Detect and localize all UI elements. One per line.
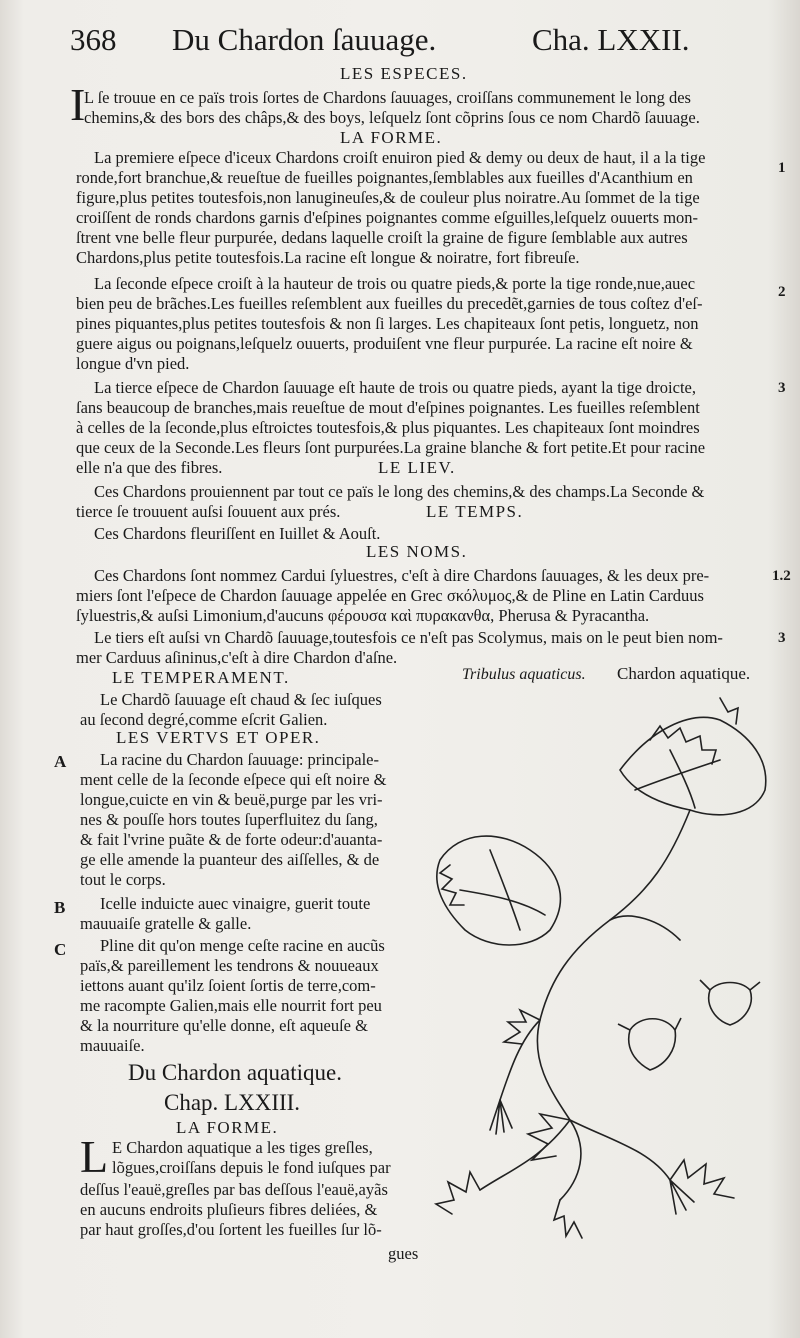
text-line: Ces Chardons fleuriſſent en Iuillet & Aouſt. bbox=[94, 524, 381, 543]
chapter-title: Du Chardon aquatique. bbox=[128, 1060, 342, 1085]
margin-letter: C bbox=[54, 940, 67, 959]
seed-pods bbox=[618, 980, 760, 1070]
text-line: ſyluestris,& auſsi Limonium,d'aucuns φέρουσα καὶ πυρακανθα, Pherusa & Pyracantha. bbox=[76, 606, 650, 625]
margin-letter: A bbox=[54, 752, 67, 771]
text-line: que ceux de la Seconde.Les fleurs ſont purpurées.La graine blanche & fort petite.Et pour racine bbox=[76, 438, 706, 457]
heading-temps: LE TEMPS. bbox=[426, 502, 524, 521]
text-line: Icelle induicte auec vinaigre, guerit toute bbox=[100, 894, 371, 913]
text-line: au ſecond degré,comme eſcrit Galien. bbox=[80, 710, 328, 729]
heading-especes: LES ESPECES. bbox=[340, 64, 468, 83]
plant-leaf bbox=[437, 836, 561, 945]
text-line: Ces Chardons prouiennent par tout ce païs le long des chemins,& des champs.La Seconde & bbox=[94, 482, 705, 501]
text-line: Pline dit qu'on menge ceſte racine en aucũs bbox=[100, 936, 385, 955]
margin-mark: 1 bbox=[778, 160, 786, 176]
text-line: Chardons,plus petite toutesfois.La racine eſt longue & noiratre, fort fibreuſe. bbox=[76, 248, 580, 267]
chapter-number: Cha. LXXII. bbox=[532, 22, 690, 57]
text-line: mauuaiſe. bbox=[80, 1036, 145, 1055]
text-line: mauuaiſe gratelle & galle. bbox=[80, 914, 252, 933]
running-title: Du Chardon ſauuage. bbox=[172, 22, 437, 57]
text-line: ſans beaucoup de branches,mais reueſtue de mout d'eſpines poignantes. Les fueilles reſemblent bbox=[76, 398, 700, 417]
margin-mark: 3 bbox=[778, 630, 786, 646]
text-line: lõgues,croiſſans depuis le fond iuſques par bbox=[112, 1158, 391, 1177]
seed-pod bbox=[629, 1019, 676, 1070]
text-line: à celles de la ſeconde,plus eſtroictes toutesfois,& plus piquantes. Les chapiteaux ſont moindres bbox=[76, 418, 700, 437]
text-line: La premiere eſpece d'iceux Chardons croiſt enuiron pied & demy ou deux de haut, il a la tige bbox=[94, 148, 706, 167]
text-line: pines piquantes,plus petites toutesfois & non ſi larges. Les chapiteaux ſont petis, longuetz, non bbox=[76, 314, 699, 333]
text-line: La tierce eſpece de Chardon ſauuage eſt haute de trois ou quatre pieds, ayant la tige droicte, bbox=[94, 378, 696, 397]
chapter-number-73: Chap. LXXIII. bbox=[164, 1090, 301, 1115]
text-line: Le Chardõ ſauuage eſt chaud & ſec iuſques bbox=[100, 690, 382, 709]
page-number: 368 bbox=[70, 22, 117, 57]
heading-forme: LA FORME. bbox=[340, 128, 443, 147]
running-header bbox=[70, 22, 780, 62]
text-line: Ces Chardons ſont nommez Cardui ſyluestres, c'eſt à dire Chardons ſauuages, & les deux pre- bbox=[94, 566, 710, 585]
text-line: La ſeconde eſpece croiſt à la hauteur de trois ou quatre pieds,& porte la tige ronde,nue,auec bbox=[94, 274, 696, 293]
text-line: chemins,& des bors des châps,& des boys, leſquelz ſont cõprins ſous ce nom Chardõ ſauuage. bbox=[84, 108, 700, 127]
text-line: me racompte Galien,mais elle nourrit fort peu bbox=[80, 996, 382, 1015]
text-line: gues bbox=[388, 1244, 419, 1263]
dropcap-l: L bbox=[80, 1131, 109, 1182]
figure-caption-french: Chardon aquatique. bbox=[617, 664, 751, 683]
text-line: ſtrent vne belle fleur purpurée, dedans laquelle croiſt la graine de figure ſemblable aux autres bbox=[76, 228, 688, 247]
text-line: mer Carduus aſininus,c'eſt à dire Chardon d'aſne. bbox=[76, 648, 398, 667]
text-line: bien peu de brãches.Les fueilles reſemblent aux fueilles du precedẽt,garnies de tous coſtez d'eſ- bbox=[76, 294, 703, 313]
text-line: ge elle amende la puanteur des aiſſelles, & de bbox=[80, 850, 380, 869]
text-line: longue,cuicte en vin & beuë,purge par les vri- bbox=[80, 790, 383, 809]
heading-noms: LES NOMS. bbox=[366, 542, 468, 561]
text-line: nes & pouſſe hors toutes ſuperfluitez du ſang, bbox=[80, 810, 378, 829]
text-line: miers ſont l'eſpece de Chardon ſauuage appelée en Grec σκόλυμος,& de Pline en Latin Carduus bbox=[76, 586, 704, 605]
margin-mark: 3 bbox=[778, 380, 786, 396]
text-line: tierce ſe trouuent auſsi ſouuent aux prés. bbox=[76, 502, 341, 521]
heading-temperament: LE TEMPERAMENT. bbox=[112, 668, 290, 687]
text-line: en aucuns endroits pluſieurs fibres deliées, & bbox=[80, 1200, 378, 1219]
water-thistle-illustration bbox=[420, 690, 790, 1250]
text-line: deſſus l'eauë,greſles par bas deſſous l'eauë,ayãs bbox=[80, 1180, 388, 1199]
dropcap-i: I bbox=[70, 79, 86, 130]
text-line: iettons auant qu'ilz ſoient ſortis de terre,com- bbox=[80, 976, 376, 995]
text-line: guere aigus ou poignans,leſquelz ouuerts, produiſent vne fleur purpurée. La racine eſt noire & bbox=[76, 334, 693, 353]
plant-stem bbox=[537, 810, 690, 1200]
text-line: & fait l'vrine puãte & de forte odeur:d'auanta- bbox=[80, 830, 383, 849]
text-line: ment celle de la ſeconde eſpece qui eſt noire & bbox=[80, 770, 387, 789]
text-line: E Chardon aquatique a les tiges greſles, bbox=[112, 1138, 373, 1157]
heading-lieu: LE LIEV. bbox=[378, 458, 456, 477]
text-line: païs,& pareillement les tendrons & nouueaux bbox=[80, 956, 379, 975]
heading-forme-2: LA FORME. bbox=[176, 1118, 279, 1137]
heading-vertus: LES VERTVS ET OPER. bbox=[116, 728, 321, 747]
text-line: La racine du Chardon ſauuage: principale- bbox=[100, 750, 380, 769]
text-line: figure,plus petites toutesfois,non lanugineuſes,& de couleur plus noiratre.Au ſommet de la tige bbox=[76, 188, 700, 207]
margin-letter: B bbox=[54, 898, 66, 917]
text-line: elle n'a que des fibres. bbox=[76, 458, 223, 477]
margin-mark: 2 bbox=[778, 284, 786, 300]
text-line: Le tiers eſt auſsi vn Chardõ ſauuage,toutesfois ce n'eſt pas Scolymus, mais on le peut bien nom- bbox=[94, 628, 723, 647]
text-line: L ſe trouue en ce païs trois ſortes de Chardons ſauuages, croiſſans communement le long des bbox=[84, 88, 691, 107]
margin-mark: 1.2 bbox=[772, 568, 791, 584]
text-line: & la nourriture qu'elle donne, eſt aqueuſe & bbox=[80, 1016, 368, 1035]
text-line: ronde,fort branchue,& reueſtue de fueilles poignantes,ſemblables aux fueilles d'Acanthium en bbox=[76, 168, 693, 187]
text-line: longue d'vn pied. bbox=[76, 354, 190, 373]
text-line: tout le corps. bbox=[80, 870, 166, 889]
seed-pod bbox=[709, 983, 752, 1026]
text-line: par haut groſſes,d'ou ſortent les fueilles ſur lõ- bbox=[80, 1220, 382, 1239]
figure-caption-latin: Tribulus aquaticus. bbox=[462, 666, 586, 683]
text-line: croiſſent de ronds chardons garnis d'eſpines poignantes comme eſguilles,leſquelz ouuerts mon- bbox=[76, 208, 699, 227]
